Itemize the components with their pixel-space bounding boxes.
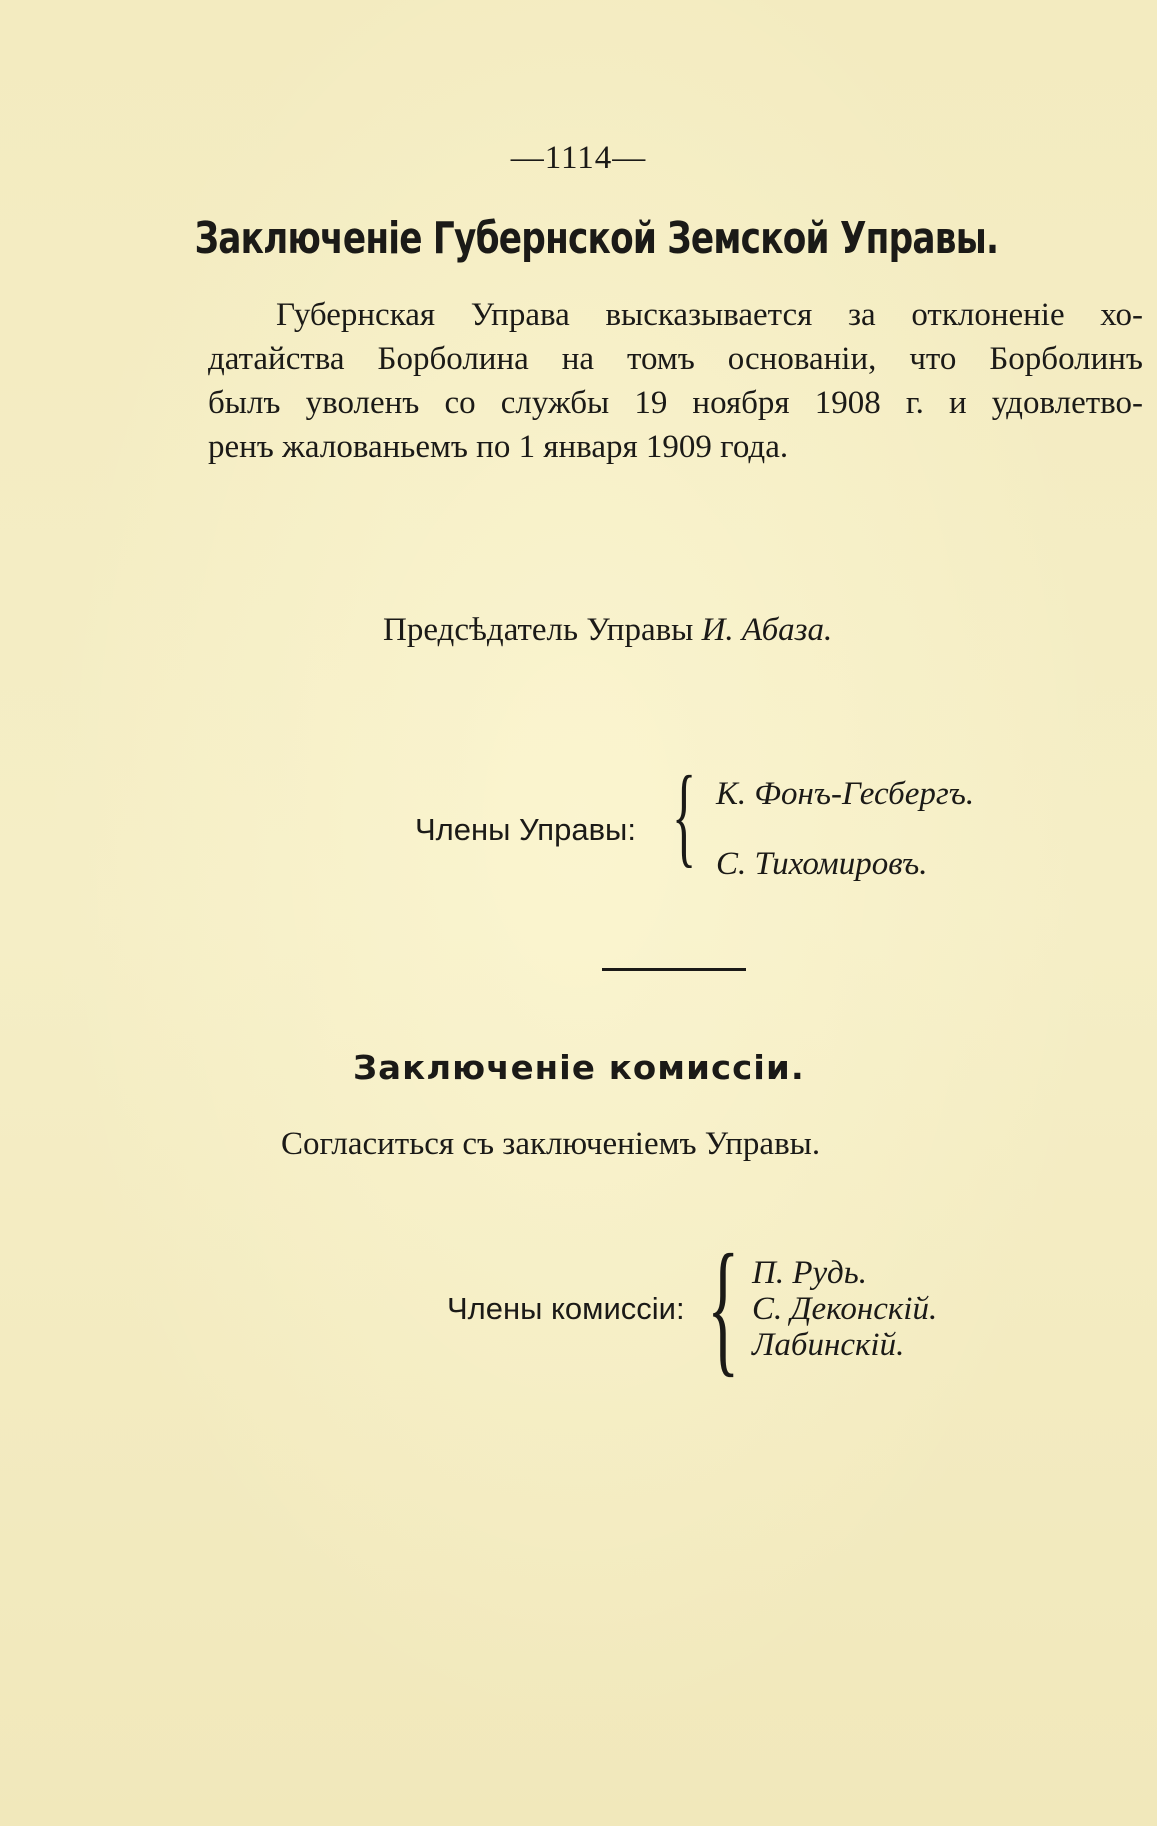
chairman-label: Предсѣдатель Управы bbox=[383, 612, 694, 648]
paragraph-line: ренъ жалованьемъ по 1 января 1909 года. bbox=[208, 429, 789, 465]
chairman-name: И. Абаза. bbox=[701, 612, 833, 648]
board-members-brace: { bbox=[672, 754, 697, 878]
page-title: Заключенiе Губернской Земской Управы. bbox=[194, 213, 999, 264]
board-conclusion-paragraph bbox=[208, 293, 1143, 469]
board-members-label: Члены Управы: bbox=[415, 812, 636, 847]
section-divider bbox=[602, 968, 746, 971]
commission-title: Заключенiе комиссiи. bbox=[352, 1048, 805, 1087]
board-member-name: С. Тихомировъ. bbox=[716, 846, 928, 882]
page-number: —1114— bbox=[510, 140, 647, 176]
chairman-signature bbox=[383, 612, 832, 649]
commission-member-name: Лабинскiй. bbox=[752, 1327, 905, 1363]
commission-members-label: Члены комиссiи: bbox=[447, 1291, 685, 1326]
paragraph-line: Губернская Управа высказывается за отклоненiе хо- bbox=[276, 297, 1143, 333]
commission-conclusion-text: Согласиться съ заключенiемъ Управы. bbox=[281, 1126, 821, 1162]
commission-member-name: С. Деконскiй. bbox=[752, 1291, 938, 1327]
paragraph-line: былъ уволенъ со службы 19 ноября 1908 г. и удовлетво- bbox=[208, 385, 1143, 421]
paragraph-line: датайства Борболина на томъ основанiи, что Борболинъ bbox=[208, 341, 1143, 377]
board-member-name: К. Фонъ-Гесбергъ. bbox=[716, 776, 975, 812]
commission-member-name: П. Рудь. bbox=[752, 1255, 868, 1291]
commission-members-brace: { bbox=[707, 1224, 740, 1390]
